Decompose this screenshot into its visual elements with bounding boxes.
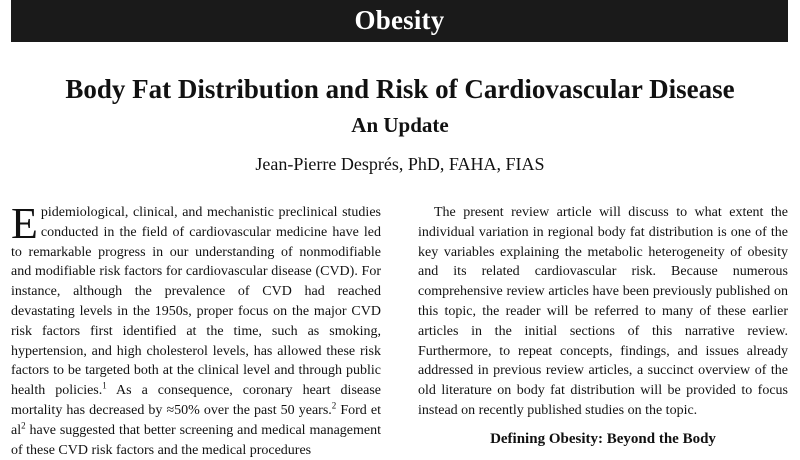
- drop-cap: E: [11, 199, 38, 248]
- reference-marker: 2: [331, 400, 337, 411]
- section-banner: [11, 0, 788, 42]
- left-paragraph-1-text-a: pidemiological, clinical, and mechanistic preclinical studies conducted in the field of cardiovascular medicine have led to remarkable progress in our understanding of nonmodifiable and modifiable risk factors for cardiovascular disease (CVD). For instance, although the prevalence of CVD had reached devastating levels in the 1950s, proper focus on the major CVD risk factors first identified at the time, such as smoking, hypertension, and high cholesterol levels, has allowed these risk factors to be targeted both at the clinical level and through public health policies.: [11, 205, 381, 399]
- left-paragraph-1-text-d: have suggested that better screening and medical management of these CVD risk factors and the medical procedures: [11, 422, 381, 458]
- right-paragraph-1: The present review article will discuss to what extent the individual variation in regional body fat distribution is one of the key variables explaining the metabolic heterogeneity of obesity and its related cardiovascular risk. Because numerous comprehensive review articles have been previously published on this topic, the reader will be referred to many of these earlier articles in the initial sections of this narrative review. Furthermore, to repeat concepts, findings, and issues already addressed in previous review articles, a succinct overview of the old literature on body fat distribution will be provided to focus instead on recently published studies on the topic.: [418, 205, 788, 418]
- left-paragraph-1-text-c: Ford et al: [11, 402, 381, 438]
- left-paragraph-1-text-b: As a consequence, coronary heart disease mortality has decreased by ≈50% over the past 50 years.: [11, 383, 381, 418]
- section-heading: Defining Obesity: Beyond the Body: [490, 430, 716, 447]
- article-subtitle: An Update: [351, 113, 449, 137]
- article-title: Body Fat Distribution and Risk of Cardiovascular Disease: [65, 74, 735, 104]
- left-paragraph-1: [11, 199, 381, 460]
- section-banner-label: Obesity: [354, 4, 445, 35]
- reference-marker: 1: [102, 380, 107, 391]
- right-column: [418, 203, 788, 449]
- article-authors: Jean-Pierre Després, PhD, FAHA, FIAS: [255, 154, 545, 174]
- reference-marker: 2: [21, 420, 26, 431]
- left-column: [11, 199, 381, 460]
